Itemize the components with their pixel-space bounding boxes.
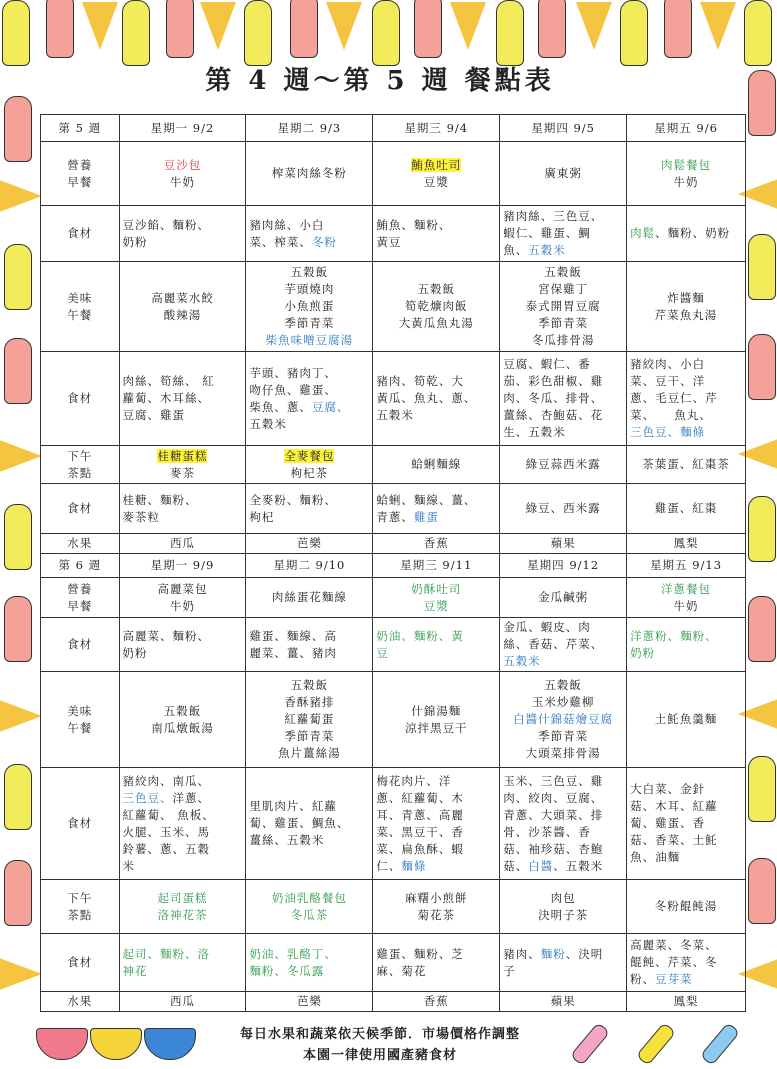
ingredient-cell: 全麥粉、麵粉、 枸杞 xyxy=(246,484,373,534)
snack-ingredients-row xyxy=(41,934,746,992)
fruit-cell: 西瓜 xyxy=(119,992,246,1012)
ingredient-cell: 豆沙餡、麵粉、 奶粉 xyxy=(119,206,246,262)
menu-cell: 桂糖蛋糕 麥茶 xyxy=(119,446,246,484)
ingredient-cell: 金瓜、蝦皮、肉 絲、香菇、芹菜、 五穀米 xyxy=(500,618,627,672)
row-label: 下午 茶點 xyxy=(41,880,120,934)
menu-cell: 什錦湯麵 涼拌黑豆干 xyxy=(373,672,500,768)
menu-cell: 起司蛋糕 洛神花茶 xyxy=(119,880,246,934)
row-label: 食材 xyxy=(41,352,120,446)
menu-cell: 五穀飯 南瓜燉飯湯 xyxy=(119,672,246,768)
menu-cell: 肉絲蛋花麵線 xyxy=(246,578,373,618)
fruit-cell: 鳳梨 xyxy=(627,992,746,1012)
ingredient-cell: 豆腐、蝦仁、番 茄、彩色甜椒、雞 肉、冬瓜、排骨、 薑絲、杏鮑菇、花 生、五穀米 xyxy=(500,352,627,446)
snack-row xyxy=(41,446,746,484)
row-label: 水果 xyxy=(41,534,120,554)
ingredient-cell: 里肌肉片、紅蘿 蔔、雞蛋、鯛魚、 薑絲、五穀米 xyxy=(246,768,373,880)
lunch-ingredients-row xyxy=(41,768,746,880)
ingredient-cell: 奶油、麵粉、黃 豆 xyxy=(373,618,500,672)
menu-cell: 高麗菜包 牛奶 xyxy=(119,578,246,618)
menu-cell: 茶葉蛋、紅棗茶 xyxy=(627,446,746,484)
fruit-cell: 鳳梨 xyxy=(627,534,746,554)
ingredient-cell: 玉米、三色豆、雞 肉、絞肉、豆腐、 青蔥、大頭菜、排 骨、沙茶醬、香 菇、袖珍菇、杏鮑 菇、白醬、五穀米 xyxy=(500,768,627,880)
day-header: 星期五 9/6 xyxy=(627,115,746,142)
menu-cell: 冬粉餛飩湯 xyxy=(627,880,746,934)
bowl-icon xyxy=(90,1028,142,1060)
fruit-cell: 西瓜 xyxy=(119,534,246,554)
ingredient-cell: 桂糖、麵粉、 麥茶粒 xyxy=(119,484,246,534)
ingredient-cell: 肉絲、筍絲、 紅 蘿蔔、木耳絲、 豆腐、雞蛋 xyxy=(119,352,246,446)
menu-cell: 全麥餐包 枸杞茶 xyxy=(246,446,373,484)
fruit-cell: 蘋果 xyxy=(500,534,627,554)
lunch-ingredients-row xyxy=(41,352,746,446)
ingredient-cell: 鮪魚、麵粉、 黃豆 xyxy=(373,206,500,262)
row-label: 食材 xyxy=(41,934,120,992)
menu-cell: 廣東粥 xyxy=(500,142,627,206)
week-label: 第 5 週 xyxy=(41,115,120,142)
footer-note: 每日水果和蔬菜依天候季節．市場價格作調整 本園一律使用國產豬食材 xyxy=(239,1027,520,1063)
day-header: 星期五 9/13 xyxy=(627,554,746,578)
menu-cell: 五穀飯 筍乾爌肉飯 大黃瓜魚丸湯 xyxy=(373,262,500,352)
ingredient-cell: 豬肉絲、小白 菜、榨菜、冬粉 xyxy=(246,206,373,262)
ingredient-cell: 綠豆、西米露 xyxy=(500,484,627,534)
menu-cell: 鮪魚吐司 豆漿 xyxy=(373,142,500,206)
fruit-cell: 芭樂 xyxy=(246,992,373,1012)
row-label: 美味 午餐 xyxy=(41,672,120,768)
ingredient-cell: 奶油、乳酪丁、 麵粉、冬瓜露 xyxy=(246,934,373,992)
row-label: 食材 xyxy=(41,768,120,880)
lunch-row xyxy=(41,262,746,352)
menu-cell: 麻糬小煎餅 菊花茶 xyxy=(373,880,500,934)
ingredient-cell: 豬絞肉、南瓜、 三色豆、洋蔥、 紅蘿蔔、 魚板、 火腿、玉米、馬 鈴薯、蔥、五穀 米 xyxy=(119,768,246,880)
row-label: 水果 xyxy=(41,992,120,1012)
ingredient-cell: 雞蛋、麵粉、芝 麻、菊花 xyxy=(373,934,500,992)
menu-cell: 肉包 決明子茶 xyxy=(500,880,627,934)
ingredient-cell: 起司、麵粉、洛 神花 xyxy=(119,934,246,992)
week-label: 第 6 週 xyxy=(41,554,120,578)
row-label: 食材 xyxy=(41,618,120,672)
bowl-icon xyxy=(36,1028,88,1060)
day-header: 星期一 9/9 xyxy=(119,554,246,578)
week-6-header-row xyxy=(41,554,746,578)
menu-cell: 土魠魚羹麵 xyxy=(627,672,746,768)
menu-cell: 五穀飯 芋頭燒肉 小魚煎蛋 季節青菜 柴魚味噌豆腐湯 xyxy=(246,262,373,352)
menu-cell: 奶酥吐司 豆漿 xyxy=(373,578,500,618)
ingredient-cell: 梅花肉片、洋 蔥、紅蘿蔔、木 耳、青蔥、高麗 菜、黑豆干、香 菜、扁魚酥、蝦 仁、麵條 xyxy=(373,768,500,880)
ingredient-cell: 雞蛋、麵線、高 麗菜、薑、豬肉 xyxy=(246,618,373,672)
menu-cell: 五穀飯 宮保雞丁 泰式開胃豆腐 季節青菜 冬瓜排骨湯 xyxy=(500,262,627,352)
menu-cell: 洋蔥餐包 牛奶 xyxy=(627,578,746,618)
breakfast-ingredients-row xyxy=(41,618,746,672)
snack-row xyxy=(41,880,746,934)
menu-cell: 五穀飯 香酥豬排 紅蘿蔔蛋 季節青菜 魚片薑絲湯 xyxy=(246,672,373,768)
ingredient-cell: 芋頭、豬肉丁、 吻仔魚、雞蛋、 柴魚、蔥、豆腐、 五穀米 xyxy=(246,352,373,446)
breakfast-row xyxy=(41,142,746,206)
fruit-row xyxy=(41,534,746,554)
day-header: 星期三 9/11 xyxy=(373,554,500,578)
menu-cell: 奶油乳酪餐包 冬瓜茶 xyxy=(246,880,373,934)
menu-cell: 榨菜肉絲冬粉 xyxy=(246,142,373,206)
row-label: 食材 xyxy=(41,484,120,534)
ingredient-cell: 豬絞肉、小白 菜、豆干、洋 蔥、毛豆仁、芹 菜、 魚丸、 三色豆、麵條 xyxy=(627,352,746,446)
ingredient-cell: 高麗菜、冬菜、 餛飩、芹菜、冬 粉、豆芽菜 xyxy=(627,934,746,992)
spoon-icon xyxy=(570,1022,611,1066)
menu-cell: 五穀飯 玉米炒雞柳 白醬什錦菇燴豆腐 季節青菜 大頭菜排骨湯 xyxy=(500,672,627,768)
row-label: 營養 早餐 xyxy=(41,578,120,618)
ingredient-cell: 高麗菜、麵粉、 奶粉 xyxy=(119,618,246,672)
row-label: 食材 xyxy=(41,206,120,262)
ingredient-cell: 肉鬆、麵粉、奶粉 xyxy=(627,206,746,262)
bowl-icon xyxy=(144,1028,196,1060)
row-label: 營養 早餐 xyxy=(41,142,120,206)
menu-cell: 綠豆蒜西米露 xyxy=(500,446,627,484)
ingredient-cell: 大白菜、金針 菇、木耳、紅蘿 蔔、雞蛋、香 菇、香菜、土魠 魚、油麵 xyxy=(627,768,746,880)
ingredient-cell: 豬肉絲、三色豆、 蝦仁、雞蛋、鯛 魚、五穀米 xyxy=(500,206,627,262)
menu-cell: 豆沙包 牛奶 xyxy=(119,142,246,206)
menu-cell: 炸醬麵 芹菜魚丸湯 xyxy=(627,262,746,352)
day-header: 星期四 9/12 xyxy=(500,554,627,578)
day-header: 星期三 9/4 xyxy=(373,115,500,142)
row-label: 美味 午餐 xyxy=(41,262,120,352)
spoon-icon xyxy=(700,1022,741,1066)
week-5-header-row xyxy=(41,115,746,142)
snack-ingredients-row xyxy=(41,484,746,534)
breakfast-ingredients-row xyxy=(41,206,746,262)
day-header: 星期二 9/3 xyxy=(246,115,373,142)
menu-table xyxy=(40,114,746,1012)
fruit-cell: 蘋果 xyxy=(500,992,627,1012)
day-header: 星期一 9/2 xyxy=(119,115,246,142)
ingredient-cell: 雞蛋、紅棗 xyxy=(627,484,746,534)
menu-cell: 蛤蜊麵線 xyxy=(373,446,500,484)
day-header: 星期四 9/5 xyxy=(500,115,627,142)
page-title: 第 4 週～第 5 週 餐點表 xyxy=(205,66,555,96)
lunch-row xyxy=(41,672,746,768)
fruit-cell: 芭樂 xyxy=(246,534,373,554)
day-header: 星期二 9/10 xyxy=(246,554,373,578)
menu-cell: 高麗菜水餃 酸辣湯 xyxy=(119,262,246,352)
fruit-cell: 香蕉 xyxy=(373,992,500,1012)
row-label: 下午 茶點 xyxy=(41,446,120,484)
fruit-cell: 香蕉 xyxy=(373,534,500,554)
breakfast-row xyxy=(41,578,746,618)
menu-cell: 金瓜鹹粥 xyxy=(500,578,627,618)
ingredient-cell: 洋蔥粉、麵粉、 奶粉 xyxy=(627,618,746,672)
fruit-row xyxy=(41,992,746,1012)
menu-cell: 肉鬆餐包 牛奶 xyxy=(627,142,746,206)
ingredient-cell: 豬肉、麵粉、決明 子 xyxy=(500,934,627,992)
ingredient-cell: 豬肉、筍乾、大 黃瓜、魚丸、蔥、 五穀米 xyxy=(373,352,500,446)
spoon-icon xyxy=(636,1022,677,1066)
ingredient-cell: 蛤蜊、麵線、薑、 青蔥、雞蛋 xyxy=(373,484,500,534)
